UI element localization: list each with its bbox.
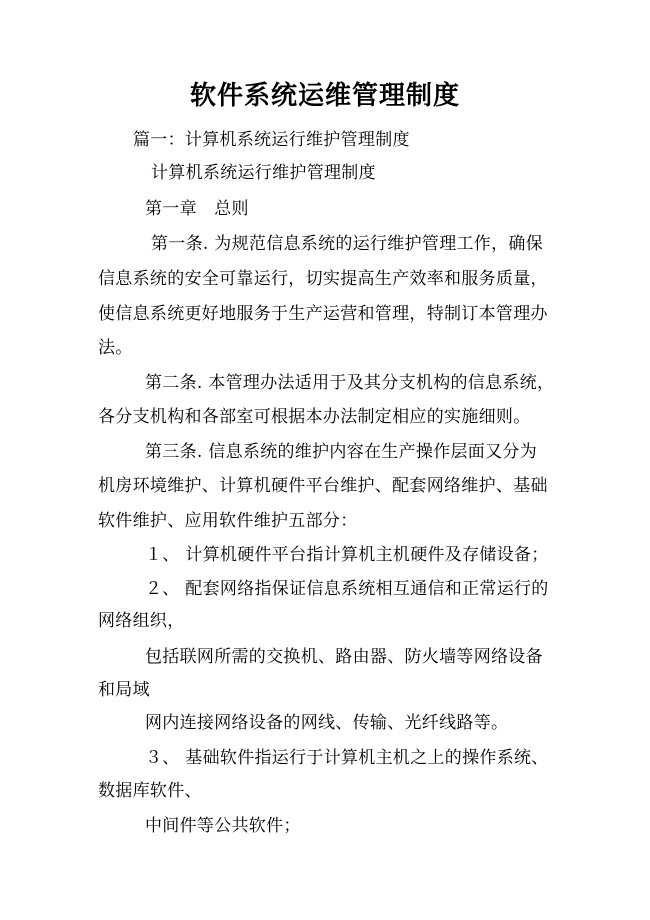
paragraph-line: 第三条. 信息系统的维护内容在生产操作层面又分为	[145, 442, 538, 462]
chapter-heading: 第一章 总则	[145, 199, 249, 219]
section-heading: 篇一：计算机系统运行维护管理制度	[133, 130, 410, 150]
list-item: ３、 基础软件指运行于计算机主机之上的操作系统、	[145, 748, 549, 768]
document-title: 软件系统运维管理制度	[189, 81, 460, 111]
paragraph-line: 软件维护、应用软件维护五部分：	[98, 511, 358, 531]
paragraph-line: 中间件等公共软件；	[145, 816, 301, 836]
list-item: ２、 配套网络指保证信息系统相互通信和正常运行的	[145, 579, 549, 599]
paragraph-line: 数据库软件、	[98, 781, 202, 801]
paragraph-line: 各分支机构和各部室可根据本办法制定相应的实施细则。	[98, 407, 531, 427]
paragraph-line: 第二条. 本管理办法适用于及其分支机构的信息系统，	[145, 373, 555, 393]
paragraph-line: 包括联网所需的交换机、路由器、防火墙等网络设备	[145, 647, 543, 667]
list-item: １、 计算机硬件平台指计算机主机硬件及存储设备；	[145, 545, 549, 565]
paragraph-line: 网络组织，	[98, 611, 185, 631]
subtitle: 计算机系统运行维护管理制度	[151, 163, 376, 183]
paragraph-line: 使信息系统更好地服务于生产运营和管理，特制订本管理办	[98, 304, 548, 324]
paragraph-line: 第一条. 为规范信息系统的运行维护管理工作，确保	[151, 234, 544, 254]
paragraph-line: 网内连接网络设备的网线、传输、光纤线路等。	[145, 713, 509, 733]
paragraph-line: 法。	[98, 338, 133, 358]
paragraph-line: 机房环境维护、计算机硬件平台维护、配套网络维护、基础	[98, 476, 548, 496]
paragraph-line: 和局域	[98, 680, 150, 700]
paragraph-line: 信息系统的安全可靠运行，切实提高生产效率和服务质量，	[98, 269, 548, 289]
